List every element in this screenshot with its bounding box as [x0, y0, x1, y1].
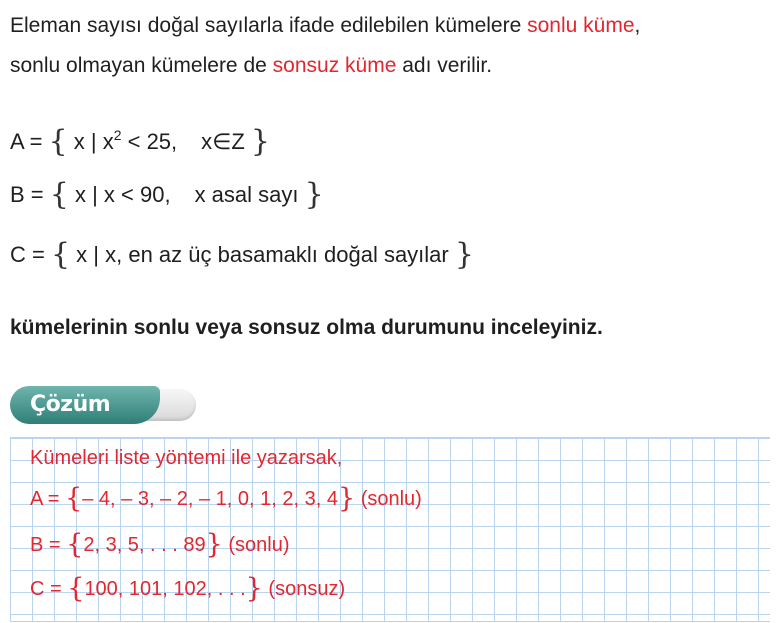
solution-b-prefix: B =: [30, 534, 67, 556]
solution-c-open-brace: {: [67, 573, 85, 604]
definition-text-2: sonlu olmayan kümelere de: [10, 54, 273, 77]
set-a-condition: x | x: [67, 129, 114, 154]
set-a-definition: [10, 118, 270, 159]
set-b-close-brace: }: [304, 177, 324, 212]
solution-set-c: [30, 574, 345, 604]
set-b-condition: x | x < 90,: [68, 182, 171, 207]
set-c-open-brace: {: [50, 237, 71, 272]
solution-b-open-brace: {: [66, 529, 84, 560]
set-a-domain: x∈Z: [201, 129, 251, 154]
set-b-prefix: B =: [10, 182, 50, 207]
solution-a-close-brace: }: [337, 483, 356, 514]
solution-c-prefix: C =: [30, 578, 68, 600]
question-text: kümelerinin sonlu veya sonsuz olma durumunu inceleyiniz.: [10, 316, 603, 339]
definition-comma: ,: [634, 14, 641, 37]
definition-text-1: Eleman sayısı doğal sayılarla ifade edilebilen kümelere: [10, 14, 528, 37]
set-a-close-brace: }: [250, 124, 270, 159]
set-c-close-brace: }: [454, 237, 474, 272]
definition-text-3: adı verilir.: [396, 54, 493, 77]
solution-c-note: (sonsuz): [262, 578, 346, 600]
solution-b-close-brace: }: [205, 529, 223, 560]
set-c-prefix: C =: [10, 242, 51, 267]
term-finite-set: sonlu küme: [527, 14, 635, 37]
solution-a-note: (sonlu): [355, 488, 422, 510]
solution-b-items: 2, 3, 5, . . . 89: [83, 534, 206, 556]
set-a-exponent: 2: [113, 127, 122, 143]
solution-badge-label: Çözüm: [10, 386, 160, 424]
definition-paragraph: [10, 6, 770, 86]
solution-b-note: (sonlu): [222, 534, 290, 556]
set-b-open-brace: {: [49, 177, 69, 212]
solution-set-a: [30, 484, 422, 514]
term-infinite-set: sonsuz küme: [272, 54, 397, 77]
solution-c-close-brace: }: [245, 573, 263, 604]
set-a-bound: < 25,: [121, 129, 178, 154]
solution-c-items: 100, 101, 102, . . .: [84, 578, 246, 600]
solution-badge: [10, 386, 196, 424]
set-a-prefix: A =: [10, 129, 49, 154]
set-c-condition: x | x, en az üç basamaklı doğal sayılar: [70, 242, 455, 267]
set-c-definition: [10, 238, 474, 272]
solution-a-open-brace: {: [65, 483, 83, 514]
solution-a-prefix: A =: [30, 488, 66, 510]
set-b-definition: [10, 178, 324, 212]
solution-intro: Kümeleri liste yöntemi ile yazarsak,: [30, 447, 343, 469]
solution-set-b: [30, 530, 290, 560]
set-b-property: x asal sayı: [194, 182, 305, 207]
set-a-open-brace: {: [48, 124, 68, 159]
solution-a-items: – 4, – 3, – 2, – 1, 0, 1, 2, 3, 4: [82, 488, 338, 510]
